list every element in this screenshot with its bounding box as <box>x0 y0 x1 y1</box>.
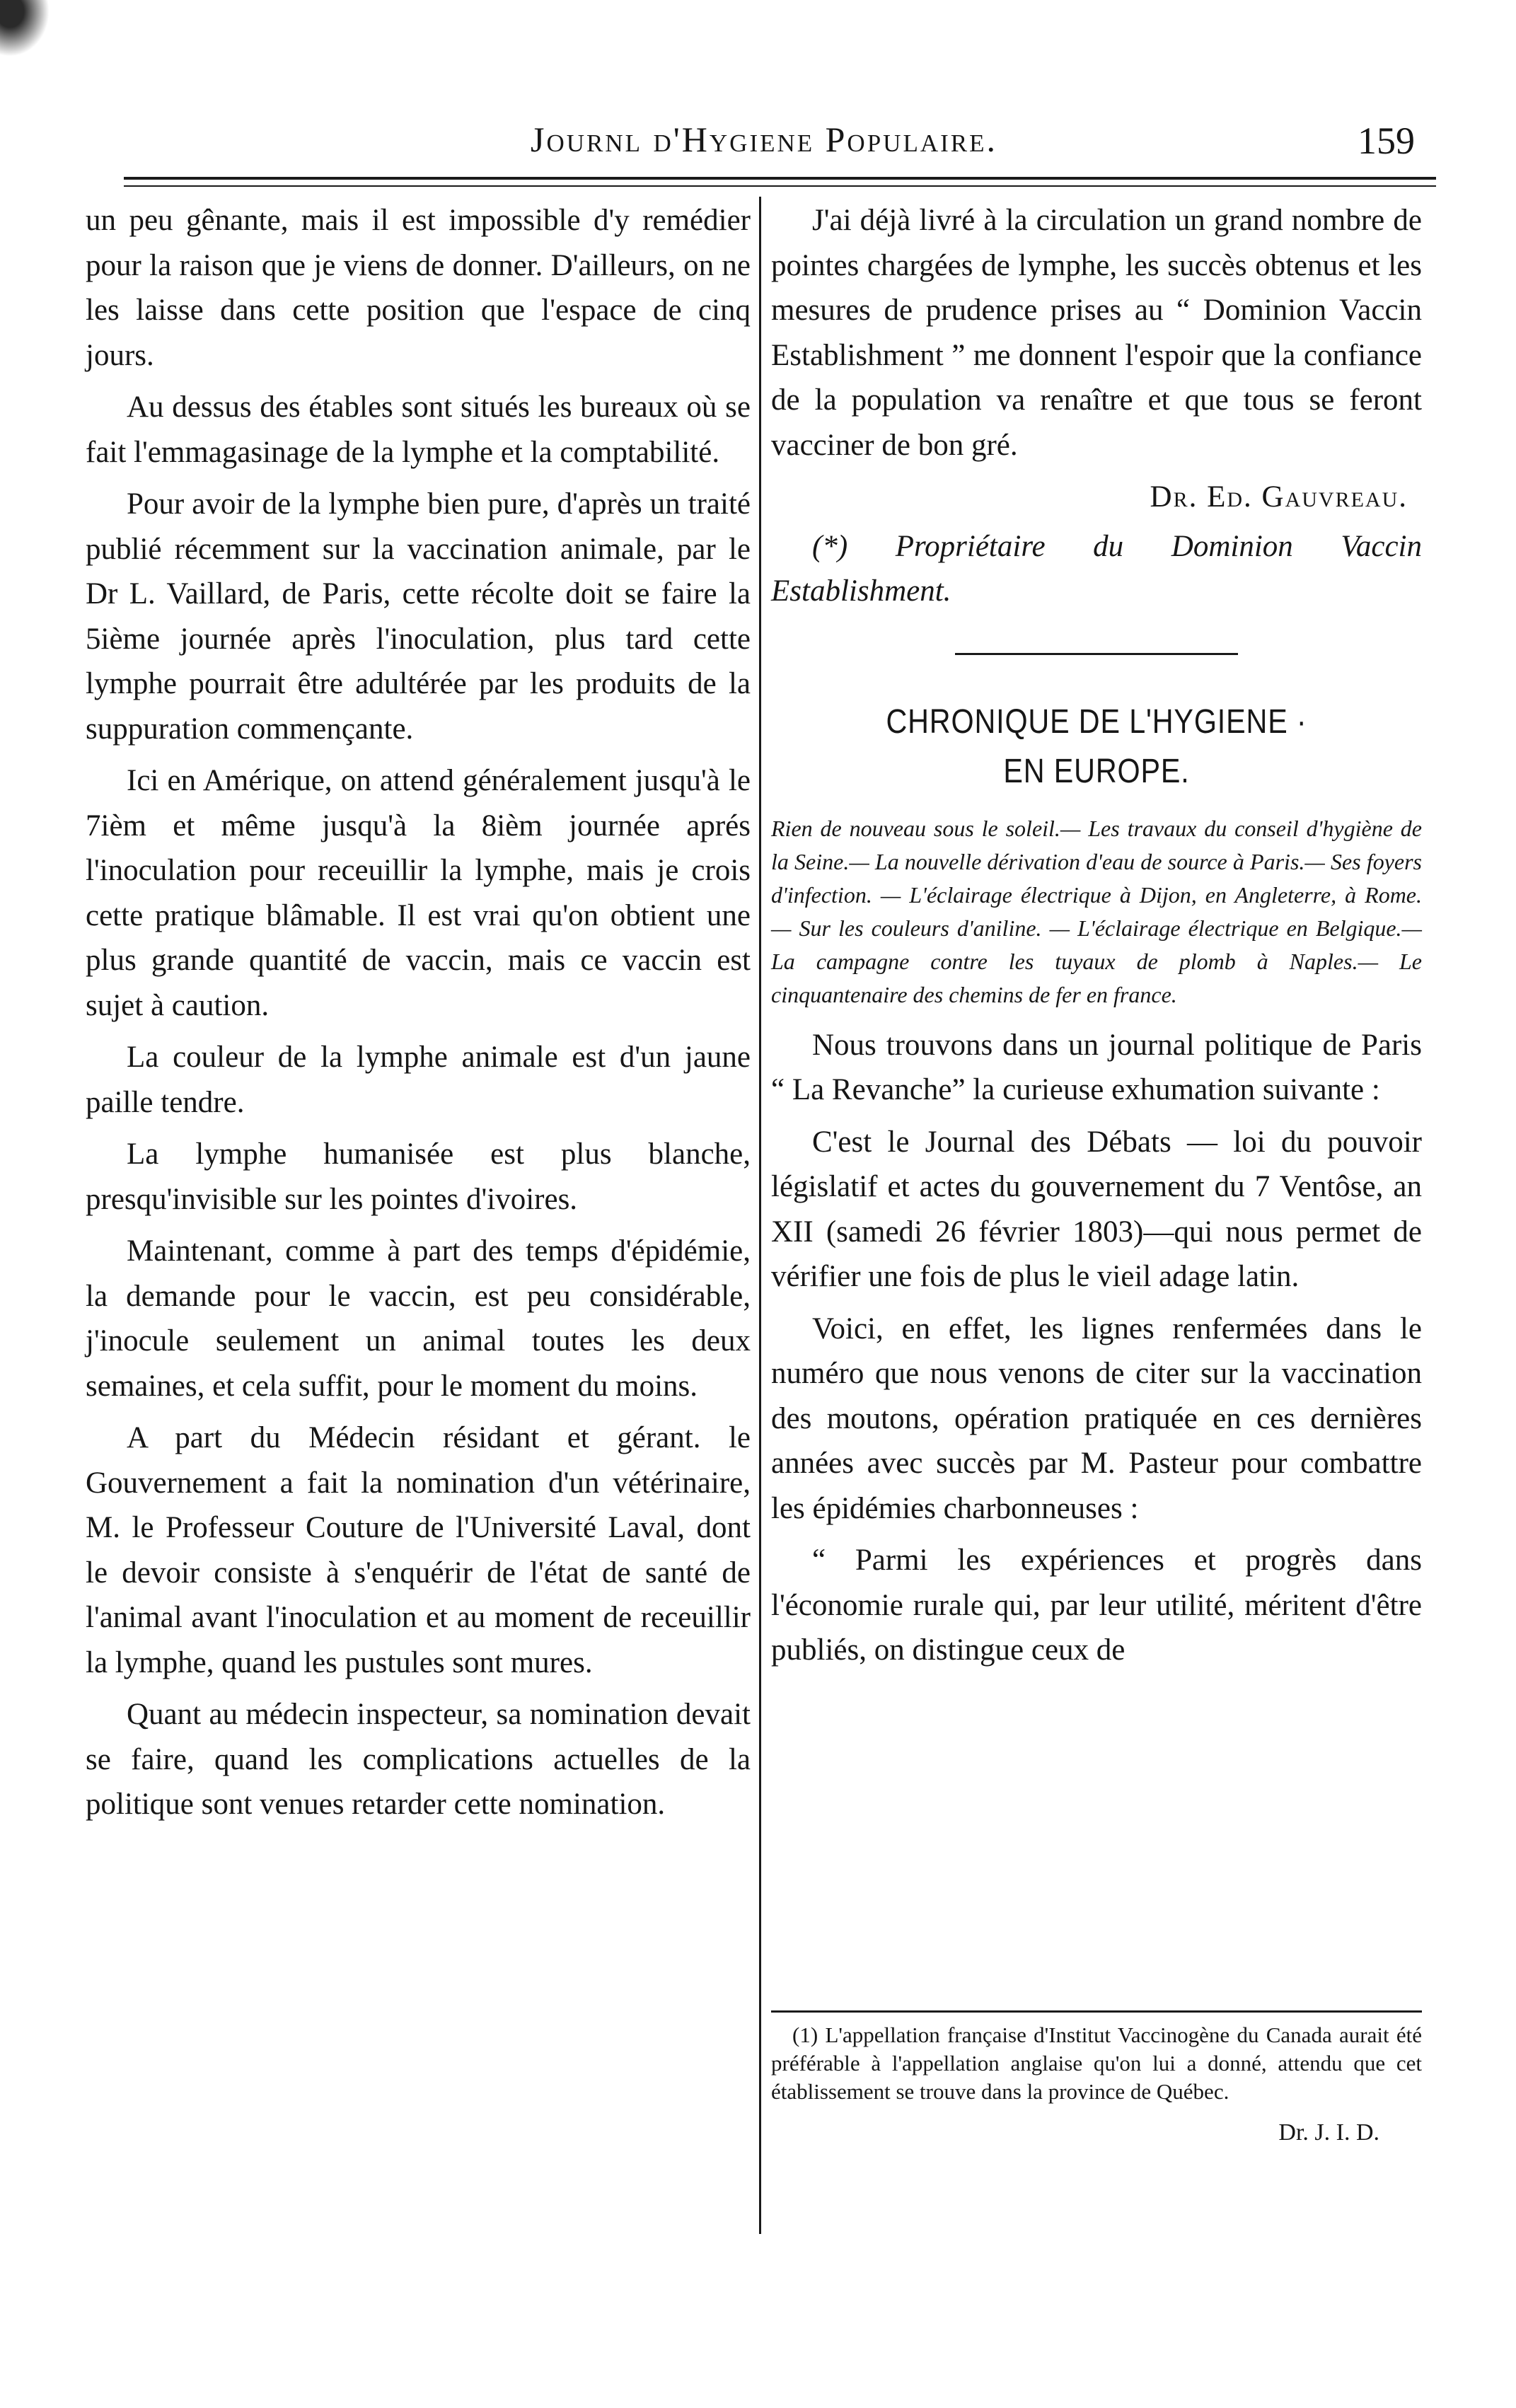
paragraph: un peu gênante, mais il est impossible d'y remédier pour la raison que je viens de donner. D'ailleurs, on ne les laisse dans cette position que l'espace de cinq jours. <box>86 204 751 372</box>
footnote-initials: Dr. J. I. D. <box>1278 2119 1379 2146</box>
running-title: Journl d'Hygiene Populaire. <box>530 120 997 159</box>
footnote-block <box>771 2010 1422 2147</box>
paragraph: Voici, en effet, les lignes renfermées dans le numéro que nous venons de citer sur la vaccination des moutons, opération pratiquée en ces dernières années avec succès par M. Pasteur pour combattre les épidémies charbonneuses : <box>771 1312 1422 1525</box>
paragraph: J'ai déjà livré à la circulation un grand nombre de pointes chargées de lymphe, les succès obtenus et les mesures de prudence prises au “ Dominion Vaccin Establishment ” me donnent l'espoir que la confiance de la population va renaître et que tous se feront vacciner de bon gré. <box>771 204 1422 462</box>
paragraph: Pour avoir de la lymphe bien pure, d'après un traité publié récemment sur la vaccination animale, par le Dr L. Vaillard, de Paris, cette récolte doit se faire la 5ième journée après l'inoculation, plus tard cette lymphe pourrait être adultérée par les produits de la suppuration commençante. <box>86 487 751 746</box>
page-header <box>99 106 1429 170</box>
column-divider <box>759 197 761 2234</box>
header-rule-thin <box>124 185 1436 187</box>
left-column <box>86 198 751 1834</box>
right-column <box>771 198 1422 1680</box>
page-number: 159 <box>1358 120 1415 162</box>
paragraph: A part du Médecin résidant et gérant. le Gouvernement a fait la nomination d'un vétérinaire, M. le Professeur Couture de l'Université Laval, dont le devoir consiste à s'enquérir de l'état de santé de l'animal avant l'inoculation et au moment de receuillir la lymphe, quand les pustules sont mures. <box>86 1421 751 1679</box>
paragraph: La lymphe humanisée est plus blanche, presqu'invisible sur les pointes d'ivoires. <box>86 1138 751 1216</box>
paragraph: Nous trouvons dans un journal politique de Paris “ La Revanche” la curieuse exhumation suivante : <box>771 1028 1422 1106</box>
section-title: CHRONIQUE DE L'HYGIENE · <box>886 702 1307 741</box>
header-rule <box>124 177 1436 180</box>
paragraph: Ici en Amérique, on attend généralement jusqu'à le 7ièm et même jusqu'à la 8ièm journée aprés l'inoculation pour receuillir la lymphe, mais je crois cette pratique blâmable. Il est vrai qu'on obtient une plus grande quantité de vaccin, mais ce vaccin est sujet à caution. <box>86 764 751 1022</box>
author-signature: Dr. Ed. Gauvreau. <box>1150 480 1408 514</box>
star-note: (*) Propriétaire du Dominion Vaccin Establishment. <box>771 529 1422 608</box>
section-summary: Rien de nouveau sous le soleil.— Les travaux du conseil d'hygiène de la Seine.— La nouvelle dérivation d'eau de source à Paris.— Ses foyers d'infection. — L'éclairage électrique à Dijon, en Angleterre, à Rome. — Sur les couleurs d'aniline. — L'éclairage électrique en Belgique.— La campagne contre les tuyaux de plomb à Naples.— Le cinquantenaire des chemins de fer en france. <box>771 815 1422 1007</box>
footnote: (1) L'appellation française d'Institut Vaccinogène du Canada aurait été préférable à l'appellation anglaise qu'on lui a donné, attendu que cet établissement se trouve dans la province de Québec. <box>771 2022 1422 2104</box>
paragraph: Quant au médecin inspecteur, sa nomination devait se faire, quand les complications actuelles de la politique sont venues retarder cette nomination. <box>86 1698 751 1821</box>
scan-smudge <box>0 0 50 57</box>
section-divider <box>955 653 1238 655</box>
section-title-line2: EN EUROPE. <box>1003 752 1190 790</box>
footnote-rule <box>771 2010 1422 2013</box>
paragraph: La couleur de la lymphe animale est d'un jaune paille tendre. <box>86 1041 751 1119</box>
paragraph: “ Parmi les expériences et progrès dans l'économie rurale qui, par leur utilité, méritent d'être publiés, on distingue ceux de <box>771 1544 1422 1667</box>
paragraph: C'est le Journal des Débats — loi du pouvoir législatif et actes du gouvernement du 7 Ventôse, an XII (samedi 26 février 1803)—qui nous permet de vérifier une fois de plus le vieil adage latin. <box>771 1125 1422 1293</box>
paragraph: Au dessus des étables sont situés les bureaux où se fait l'emmagasinage de la lymphe et la comptabilité. <box>86 390 751 469</box>
paragraph: Maintenant, comme à part des temps d'épidémie, la demande pour le vaccin, est peu considérable, j'inocule seulement un animal toutes les deux semaines, et cela suffit, pour le moment du moins. <box>86 1234 751 1403</box>
